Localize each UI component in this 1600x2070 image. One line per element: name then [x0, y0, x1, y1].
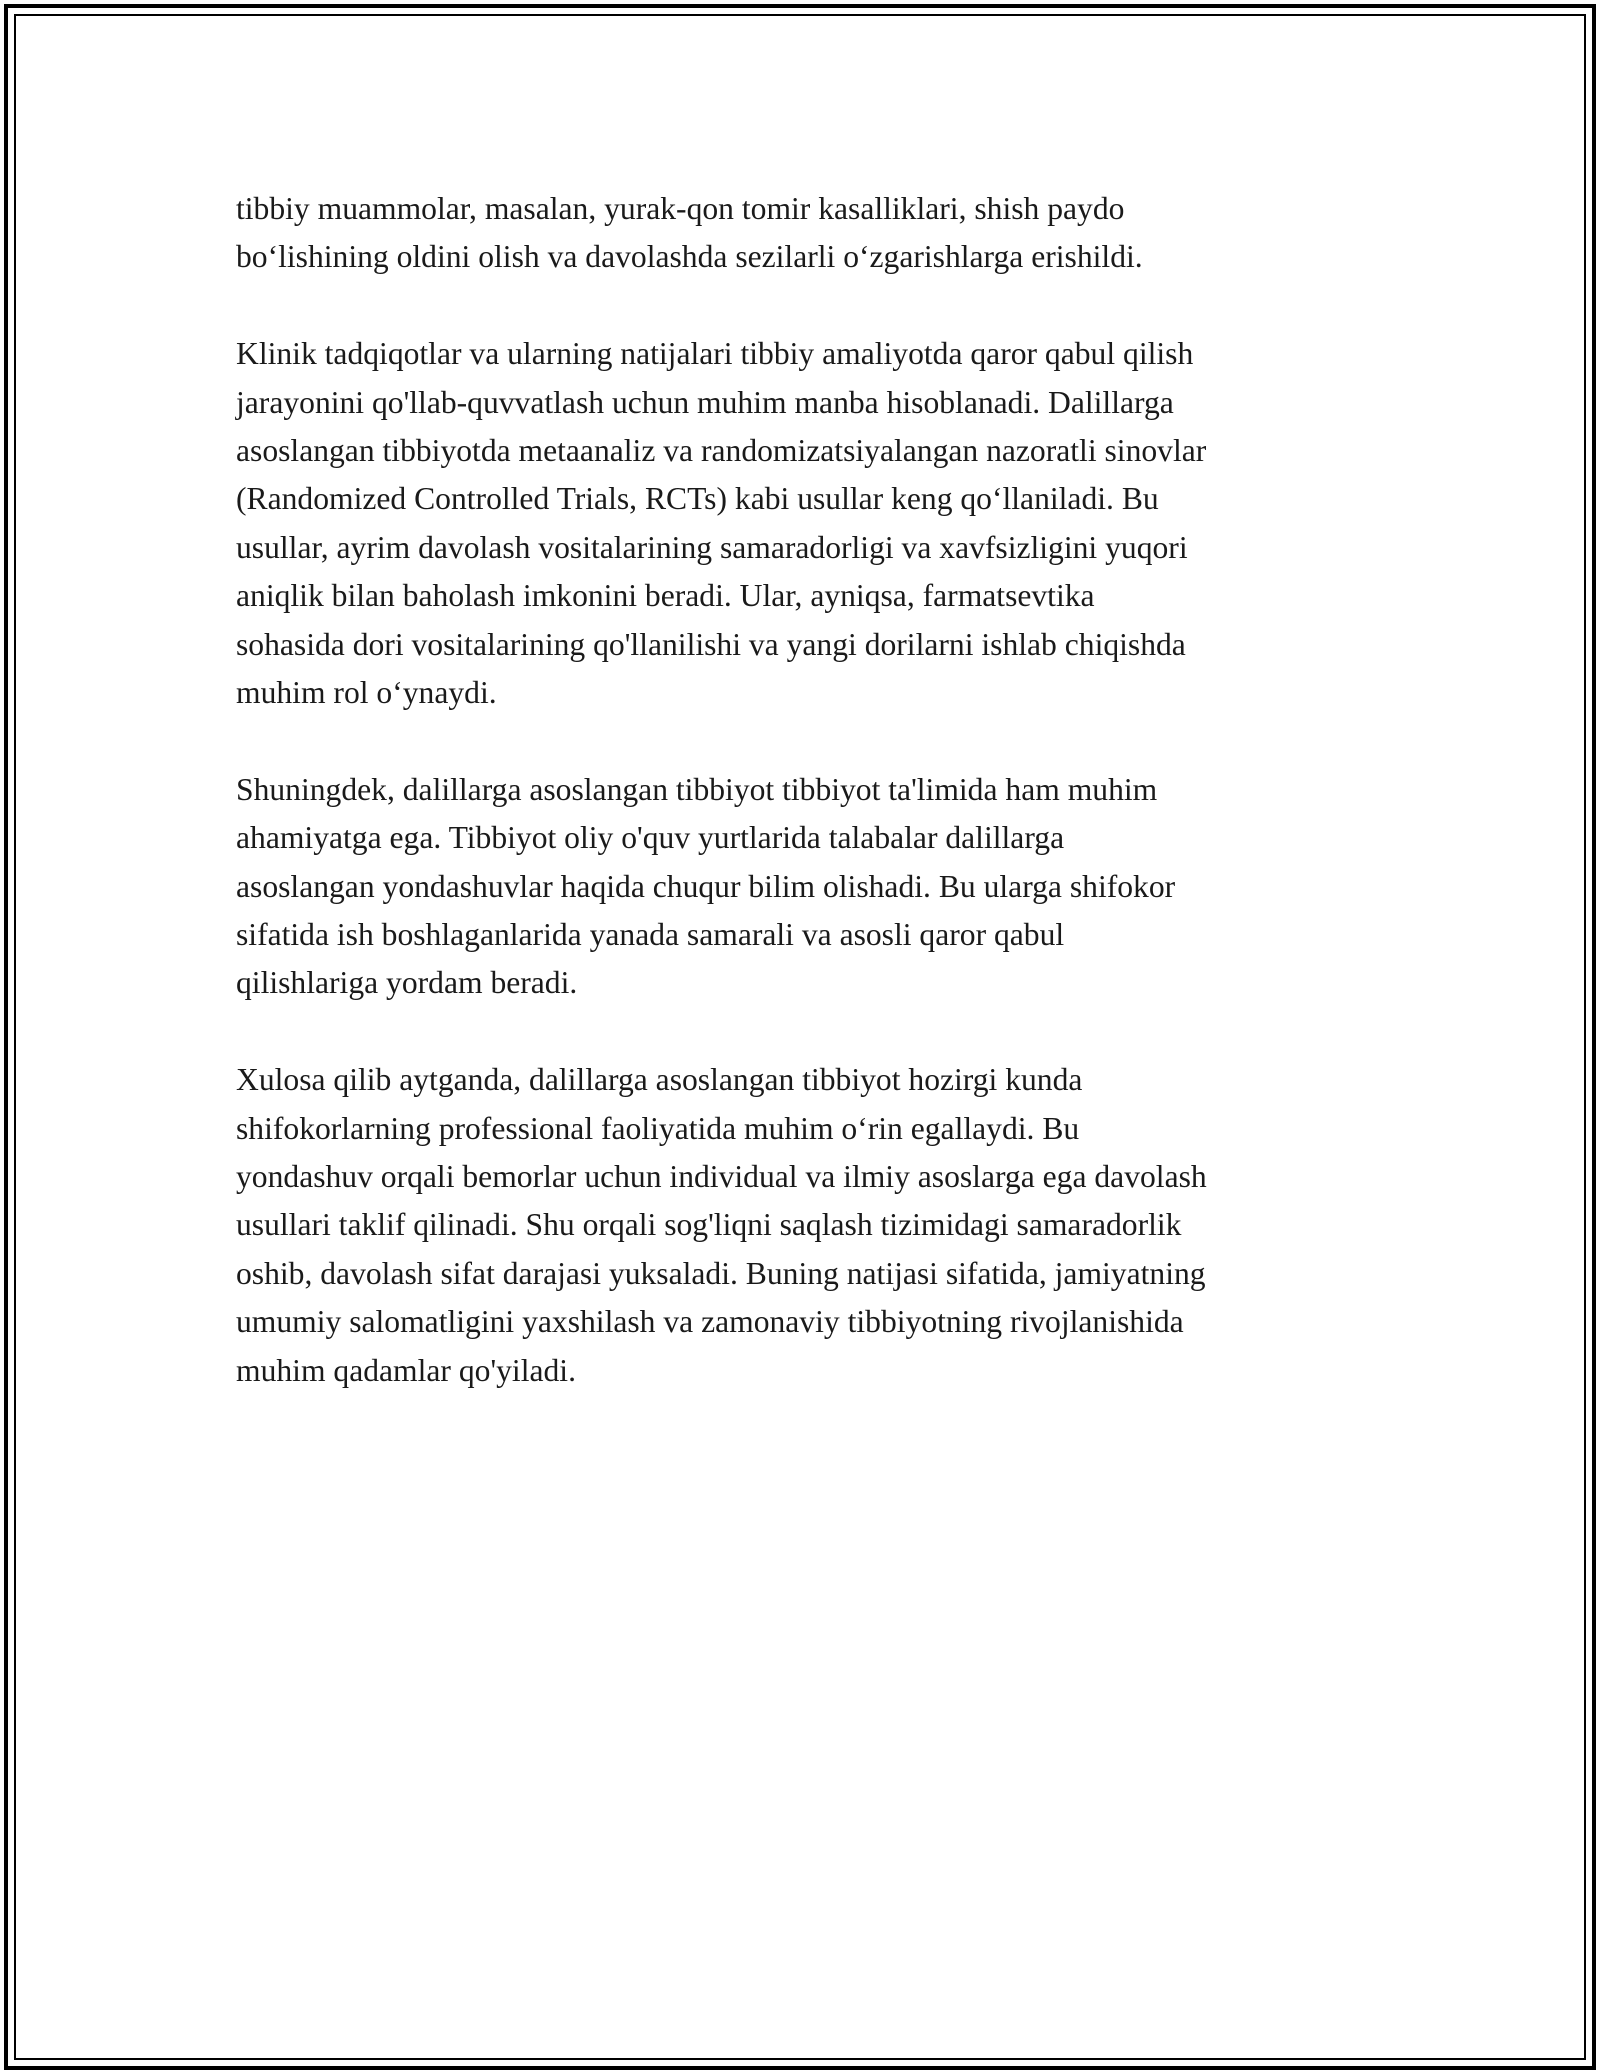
text-line: aniqlik bilan baholash imkonini beradi. Ular, ayniqsa, farmatsevtika — [236, 578, 1095, 614]
paragraph-4 — [236, 1056, 1376, 1395]
text-line: asoslangan tibbiyotda metaanaliz va randomizatsiyalangan nazoratli sinovlar — [236, 433, 1207, 469]
paragraph-3 — [236, 766, 1376, 1008]
text-line: shifokorlarning professional faoliyatida muhim o‘rin egallaydi. Bu — [236, 1110, 1080, 1146]
text-line: usullari taklif qilinadi. Shu orqali sog'liqni saqlash tizimidagi samaradorlik — [236, 1207, 1182, 1243]
text-line: Shuningdek, dalillarga asoslangan tibbiyot tibbiyot ta'limida ham muhim — [236, 771, 1158, 807]
document-body — [236, 185, 1376, 1444]
text-line: muhim qadamlar qo'yiladi. — [236, 1352, 576, 1388]
text-line: jarayonini qo'llab-quvvatlash uchun muhim manba hisoblanadi. Dalillarga — [236, 384, 1174, 420]
text-line: bo‘lishining oldini olish va davolashda sezilarli o‘zgarishlarga erishildi. — [236, 239, 1143, 275]
text-line: tibbiy muammolar, masalan, yurak-qon tomir kasalliklari, shish paydo — [236, 191, 1125, 226]
paragraph-2 — [236, 330, 1376, 717]
text-line: muhim rol o‘ynaydi. — [236, 675, 497, 711]
text-line: oshib, davolash sifat darajasi yuksaladi. Buning natijasi sifatida, jamiyatning — [236, 1255, 1206, 1291]
text-line: umumiy salomatligini yaxshilash va zamonaviy tibbiyotning rivojlanishida — [236, 1304, 1184, 1340]
text-line: qilishlariga yordam beradi. — [236, 965, 578, 1001]
text-line: Xulosa qilib aytganda, dalillarga asoslangan tibbiyot hozirgi kunda — [236, 1062, 1083, 1098]
text-line: Klinik tadqiqotlar va ularning natijalari tibbiy amaliyotda qaror qabul qilish — [236, 336, 1194, 372]
text-line: (Randomized Controlled Trials, RCTs) kabi usullar keng qo‘llaniladi. Bu — [236, 481, 1159, 517]
text-line: sohasida dori vositalarining qo'llanilishi va yangi dorilarni ishlab chiqishda — [236, 626, 1186, 662]
text-line: asoslangan yondashuvlar haqida chuqur bilim olishadi. Bu ularga shifokor — [236, 868, 1176, 904]
paragraph-1 — [236, 185, 1376, 282]
text-line: usullar, ayrim davolash vositalarining samaradorligi va xavfsizligini yuqori — [236, 529, 1188, 565]
text-line: yondashuv orqali bemorlar uchun individual va ilmiy asoslarga ega davolash — [236, 1159, 1207, 1195]
text-line: sifatida ish boshlaganlarida yanada samarali va asosli qaror qabul — [236, 917, 1065, 953]
text-line: ahamiyatga ega. Tibbiyot oliy o'quv yurtlarida talabalar dalillarga — [236, 820, 1065, 856]
